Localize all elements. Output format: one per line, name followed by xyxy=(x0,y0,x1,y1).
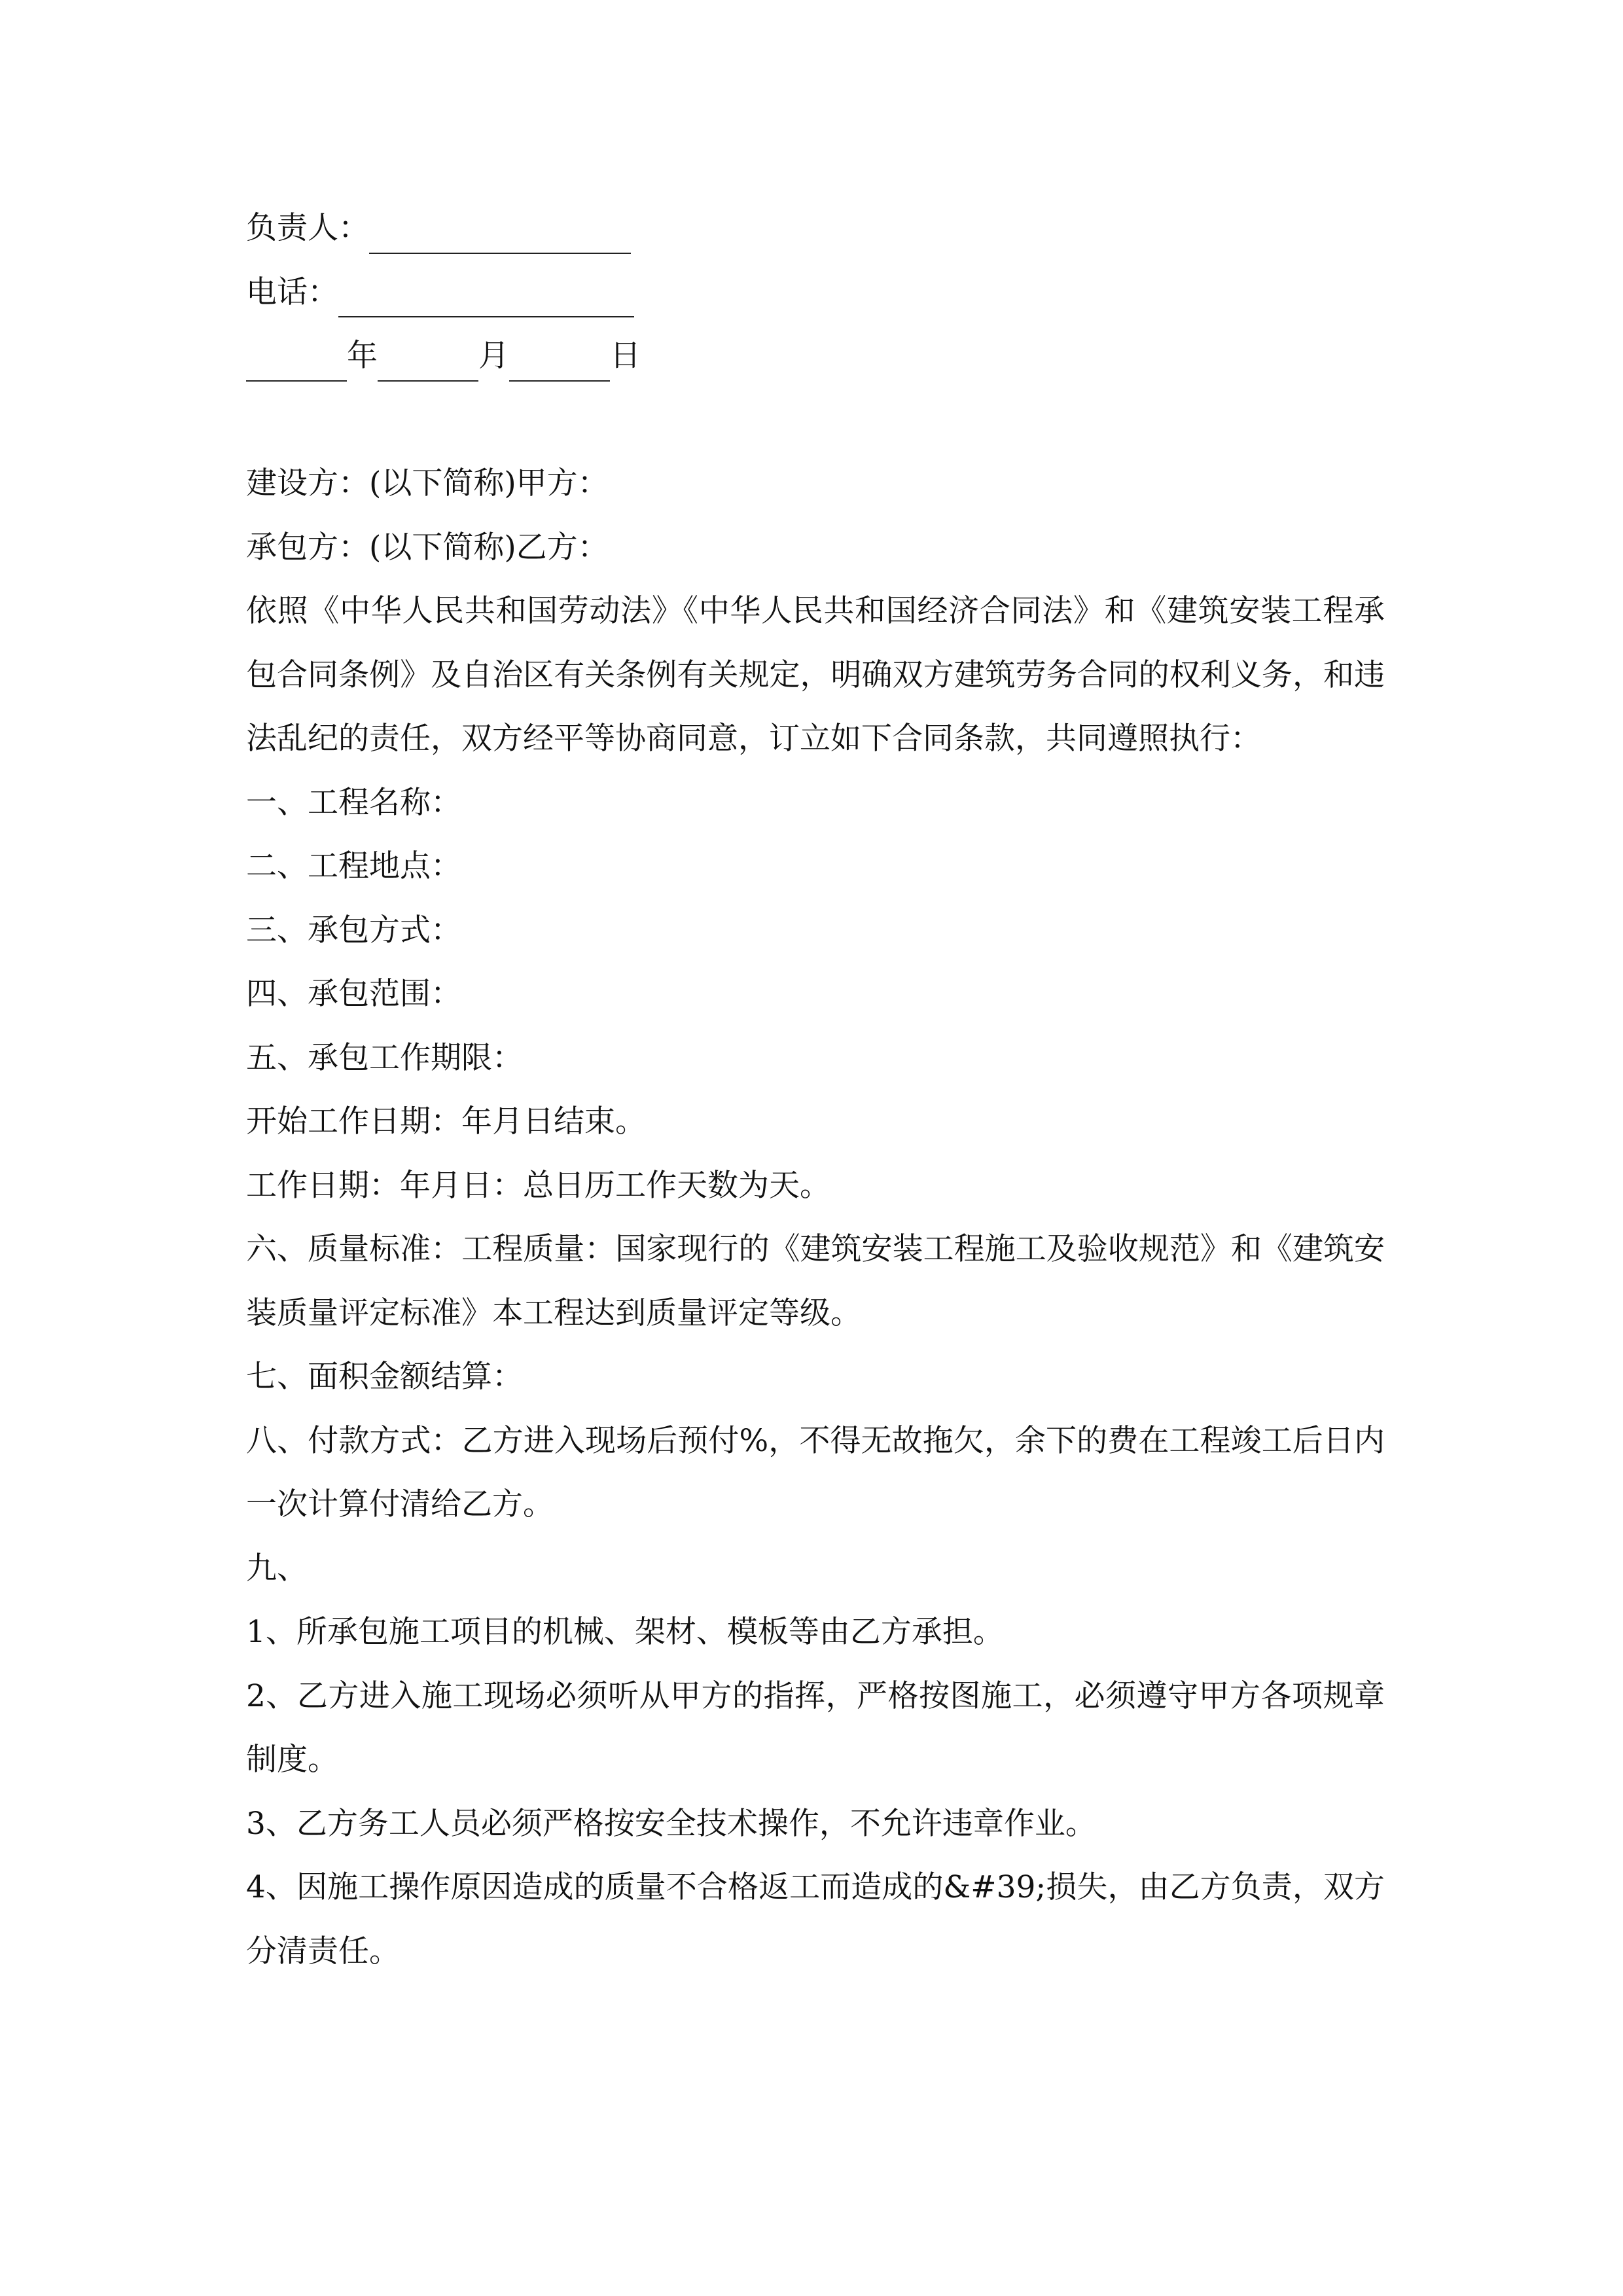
date-line xyxy=(246,324,1385,388)
preamble-paragraph: 依照《中华人民共和国劳动法》《中华人民共和国经济合同法》和《建筑安装工程承包合同条例》及自治区有关条例有关规定，明确双方建筑劳务合同的权利义务，和违法乱纪的责任，双方经平等协商同意，订立如下合同条款，共同遵照执行： xyxy=(246,593,1385,757)
phone-line xyxy=(246,260,1385,325)
day-blank xyxy=(509,340,610,382)
document-body xyxy=(246,196,1385,1983)
clause-contract-scope: 四、承包范围： xyxy=(246,976,461,1012)
clause-contract-method: 三、承包方式： xyxy=(246,912,461,948)
month-label: 月 xyxy=(478,338,509,374)
clause-item-4: 4、因施工操作原因造成的质量不合格返工而造成的&#39;损失，由乙方负责，双方分清责任。 xyxy=(246,1869,1385,1969)
clause-work-period: 五、承包工作期限： xyxy=(246,1039,523,1076)
clause-nine-heading: 九、 xyxy=(246,1550,308,1587)
month-blank xyxy=(378,340,478,382)
person-in-charge-blank xyxy=(369,212,631,254)
clause-item-1: 1、所承包施工项目的机械、架材、模板等由乙方承担。 xyxy=(246,1614,1004,1650)
person-in-charge-label: 负责人： xyxy=(246,210,369,246)
clause-project-name: 一、工程名称： xyxy=(246,784,461,821)
clause-item-3: 3、乙方务工人员必须严格按安全技术操作，不允许违章作业。 xyxy=(246,1805,1096,1842)
blank-line-spacer xyxy=(246,388,1385,452)
phone-label: 电话： xyxy=(246,274,338,310)
clause-area-settlement: 七、面积金额结算： xyxy=(246,1359,523,1395)
day-label: 日 xyxy=(610,338,641,374)
clause-project-location: 二、工程地点： xyxy=(246,848,461,884)
year-label: 年 xyxy=(347,338,378,374)
clause-item-2: 2、乙方进入施工现场必须听从甲方的指挥，严格按图施工，必须遵守甲方各项规章制度。 xyxy=(246,1677,1385,1778)
year-blank xyxy=(246,340,347,382)
clause-start-date: 开始工作日期：年月日结束。 xyxy=(246,1103,646,1139)
contractor-party-line: 承包方：(以下简称)乙方： xyxy=(246,529,609,565)
person-in-charge-line xyxy=(246,196,1385,260)
clause-work-date: 工作日期：年月日：总日历工作天数为天。 xyxy=(246,1167,830,1204)
clause-quality-standard: 六、质量标准：工程质量：国家现行的《建筑安装工程施工及验收规范》和《建筑安装质量评定标准》本工程达到质量评定等级。 xyxy=(246,1231,1385,1331)
builder-party-line: 建设方：(以下简称)甲方： xyxy=(246,465,609,501)
clause-payment-method: 八、付款方式：乙方进入现场后预付%，不得无故拖欠，余下的费在工程竣工后日内一次计算付清给乙方。 xyxy=(246,1422,1385,1522)
phone-blank xyxy=(338,276,634,317)
